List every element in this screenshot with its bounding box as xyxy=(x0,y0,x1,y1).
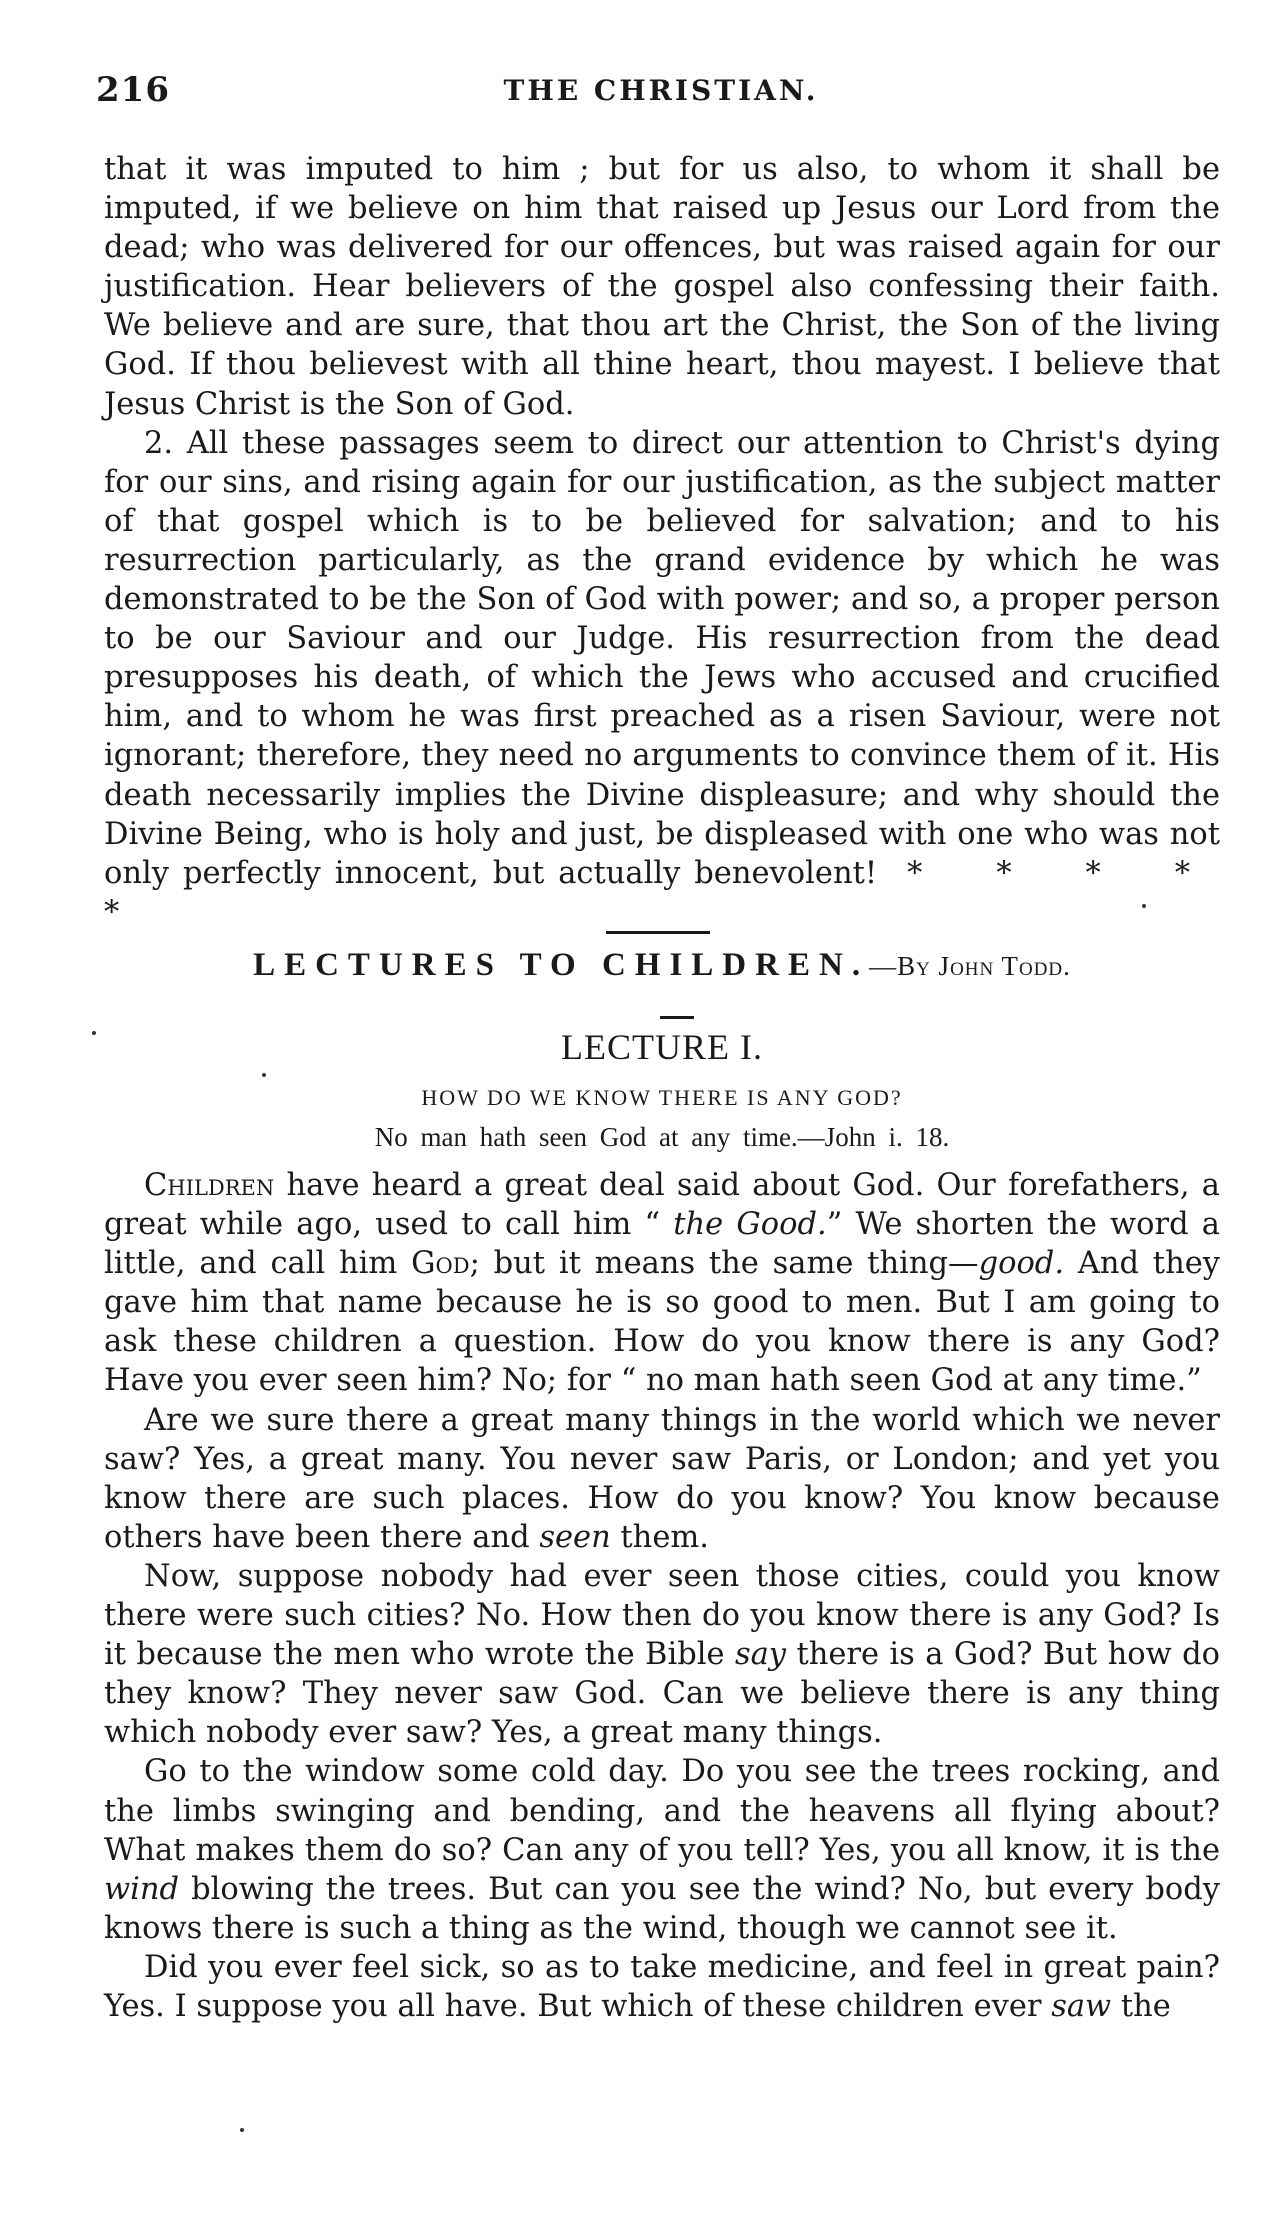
text-run: ” We shorten the word a little, and call him xyxy=(104,1207,1220,1282)
series-title-text: LECTURES TO CHILDREN. xyxy=(253,947,870,983)
text-run: them. xyxy=(610,1519,709,1555)
print-speck xyxy=(92,1031,96,1035)
print-speck xyxy=(262,1073,266,1077)
print-speck xyxy=(1142,904,1146,908)
running-head: THE CHRISTIAN. xyxy=(503,74,819,107)
text-run: have heard a great deal said about God. Our forefathers, a great while ago, used to call him “ xyxy=(104,1168,1220,1243)
lecture-paragraph-3 xyxy=(104,1557,1220,1752)
lead-word: Children xyxy=(144,1168,275,1203)
page-number: 216 xyxy=(96,70,170,110)
continuation-text xyxy=(104,150,1220,932)
section-divider xyxy=(606,931,710,934)
page-header xyxy=(96,70,1226,120)
lecture-paragraph-5 xyxy=(104,1948,1220,2026)
lecture-heading: LECTURE I. xyxy=(561,1027,763,1067)
continuation-paragraph-2 xyxy=(104,424,1220,932)
text-run: ; but it means the same thing— xyxy=(469,1246,979,1282)
small-caps-word: God xyxy=(411,1246,470,1282)
text-run: Are we sure there a great many things in the world which we never saw? Yes, a great many. You never saw Paris, or London; and yet you know there are such places. How do you know? You know because others have been there and xyxy=(104,1402,1220,1555)
text-run: Did you ever feel sick, so as to take medicine, and feel in great pain? Yes. I suppose you all have. But which of these children ever xyxy=(104,1949,1220,2024)
text-run: Go to the window some cold day. Do you see the trees rocking, and the limbs swinging and bending, and the heavens all flying about? What makes them do so? Can any of you tell? Yes, you all know, it is the xyxy=(104,1754,1220,1868)
print-speck xyxy=(240,2128,244,2132)
lecture-text xyxy=(104,1166,1220,2026)
emphasis: the Good. xyxy=(673,1207,827,1243)
continuation-paragraph-1: that it was imputed to him ; but for us also, to whom it shall be imputed, if we believe on him that raised up Jesus our Lord from the dead; who was delivered for our offences, but was raised again for our justification. Hear believers of the gospel also confessing their faith. We believe and are sure, that thou art the Christ, the Son of the living God. If thou believest with all thine heart, thou mayest. I believe that Jesus Christ is the Son of God. xyxy=(104,152,1220,422)
lecture-epigraph: No man hath seen God at any time.—John i. 18. xyxy=(374,1122,950,1152)
short-divider xyxy=(660,1016,694,1019)
ornamental-stars: * * * * * xyxy=(104,855,1221,930)
text-run: Now, suppose nobody had ever seen those cities, could you know there were such cities? No. How then do you know there is any God? Is it because the men who wrote the Bible xyxy=(104,1558,1220,1673)
emphasis: wind xyxy=(104,1871,180,1907)
text-run: the xyxy=(1111,1988,1171,2024)
text-run: blowing the trees. But can you see the wind? No, but every body knows there is such a thing as the wind, though we cannot see it. xyxy=(104,1871,1220,1946)
lecture-paragraph-2 xyxy=(104,1401,1220,1557)
text-run: there is a God? But how do they know? They never saw God. Can we believe there is any thing which nobody ever saw? Yes, a great many things. xyxy=(104,1637,1220,1751)
series-title xyxy=(104,947,1220,984)
lecture-paragraph-1 xyxy=(104,1166,1220,1401)
emphasis: seen xyxy=(539,1519,611,1555)
text-run: And they gave him that name because he is so good to men. But I am going to ask these children a question. How do you know there is any God? Have you ever seen him? No; for “ no man hath seen God at any time.” xyxy=(104,1246,1220,1399)
emphasis: saw xyxy=(1051,1988,1112,2024)
series-author: —By John Todd. xyxy=(869,951,1071,981)
emphasis: good. xyxy=(978,1246,1065,1282)
lecture-paragraph-4 xyxy=(104,1752,1220,1947)
emphasis: say xyxy=(734,1637,787,1673)
lecture-question: HOW DO WE KNOW THERE IS ANY GOD? xyxy=(421,1085,903,1110)
paragraph-2-text: 2. All these passages seem to direct our attention to Christ's dying for our sins, and rising again for our justification, as the subject matter of that gospel which is to be believed for salvation; and to his resurrection particularly, as the grand evidence by which he was demonstrated to be the Son of God with power; and so, a proper person to be our Saviour and our Judge. His resurrection from the dead presupposes his death, of which the Jews who accused and crucified him, and to whom he was first preached as a risen Saviour, were not ignorant; therefore, they need no arguments to convince them of it. His death necessarily implies the Divine displeasure; and why should the Divine Being, who is holy and just, be displeased with one who was not only perfectly innocent, but actually benevolent! xyxy=(104,425,1220,891)
